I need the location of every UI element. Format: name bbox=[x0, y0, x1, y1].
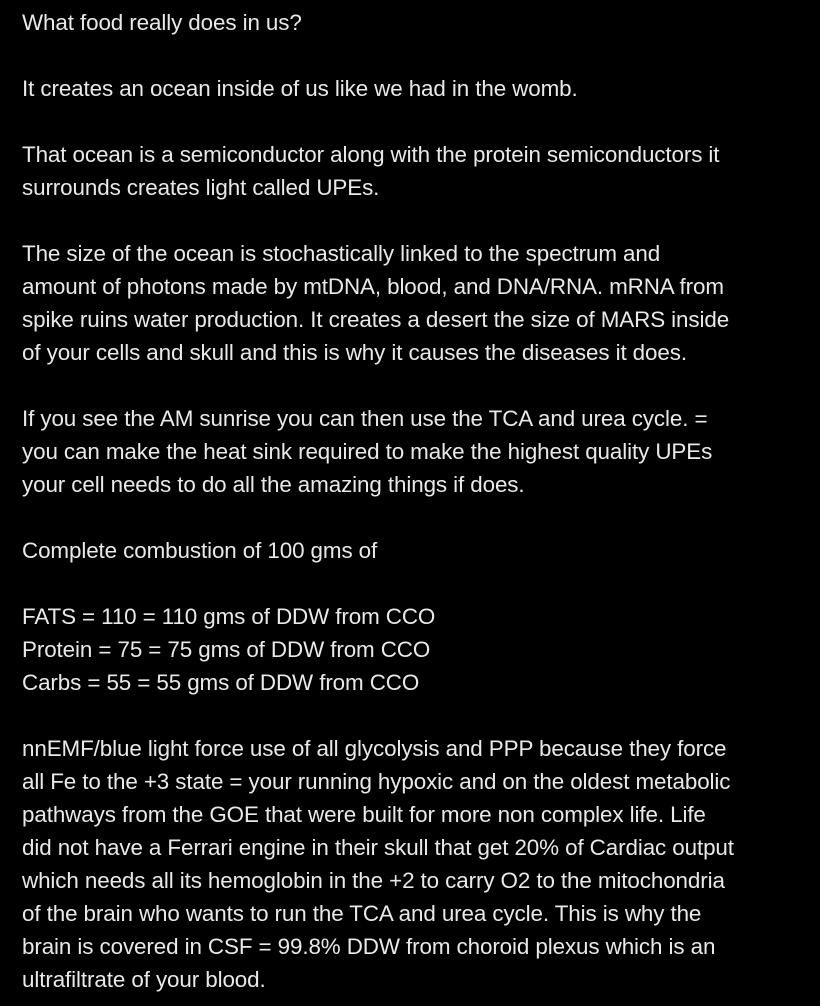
paragraph-semiconductor: That ocean is a semiconductor along with the protein semiconductors it surrounds creates light called UPEs. bbox=[22, 142, 720, 200]
paragraph-sunrise: If you see the AM sunrise you can then use the TCA and urea cycle. = you can make the heat sink required to make the highest quality UPEs your cell needs to do all the amazing things if does. bbox=[22, 406, 713, 497]
combustion-list bbox=[22, 600, 798, 699]
paragraph-ocean: It creates an ocean inside of us like we had in the womb. bbox=[22, 76, 578, 101]
combustion-fats: FATS = 110 = 110 gms of DDW from CCO bbox=[22, 604, 436, 629]
paragraph-ocean-size: The size of the ocean is stochastically linked to the spectrum and amount of photons made by mtDNA, blood, and DNA/RNA. mRNA from spike ruins water production. It creates a desert the size of MARS inside of your cells and skull and this is why it causes the diseases it does. bbox=[22, 241, 730, 365]
combustion-carbs: Carbs = 55 = 55 gms of DDW from CCO bbox=[22, 670, 420, 695]
paragraph-nnemf: nnEMF/blue light force use of all glycolysis and PPP because they force all Fe to the +3 state = your running hypoxic and on the oldest metabolic pathways from the GOE that were built for more non complex life. Life did not have a Ferrari engine in their skull that get 20% of Cardiac output which needs all its hemoglobin in the +2 to carry O2 to the mitochondria of the brain who wants to run the TCA and urea cycle. This is why the brain is covered in CSF = 99.8% DDW from choroid plexus which is an ultrafiltrate of your blood. bbox=[22, 736, 734, 992]
paragraph-combustion-intro: Complete combustion of 100 gms of bbox=[22, 538, 378, 563]
paragraph-question: What food really does in us? bbox=[22, 10, 302, 35]
combustion-protein: Protein = 75 = 75 gms of DDW from CCO bbox=[22, 637, 431, 662]
